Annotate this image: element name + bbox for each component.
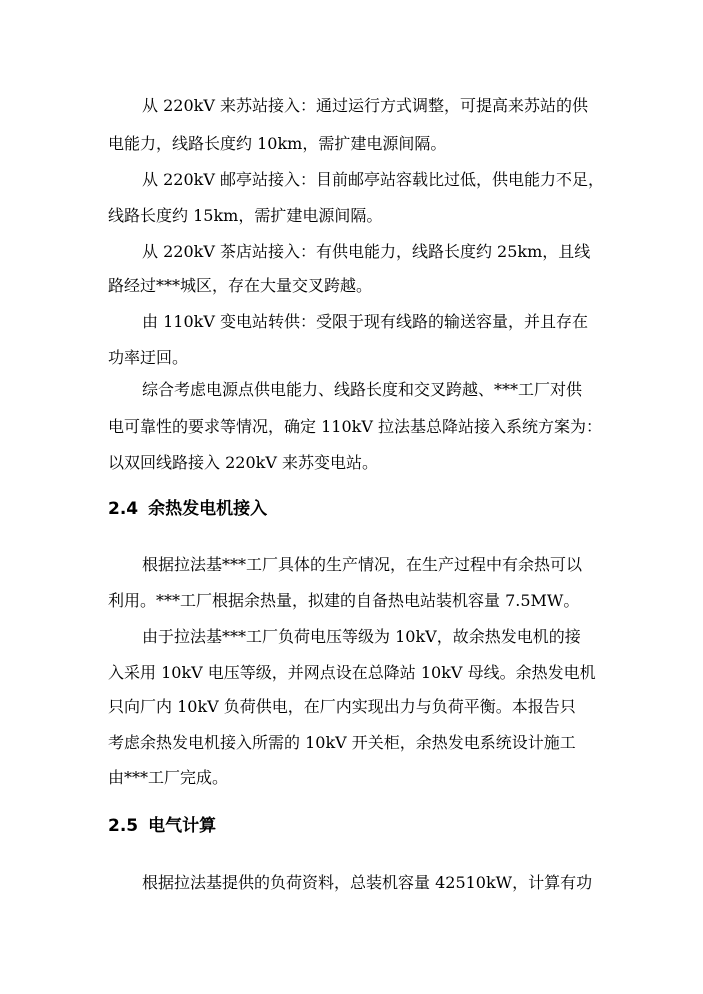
paragraph-connection-line1: 由于拉法基***工厂负荷电压等级为 10kV，故余热发电机的接 — [142, 627, 581, 646]
paragraph-chadian-line1: 从 220kV 茶店站接入：有供电能力，线路长度约 25km，且线 — [142, 242, 591, 261]
paragraph-chadian-line2: 路经过***城区，存在大量交叉跨越。 — [108, 276, 373, 295]
section-heading-2-4 — [108, 498, 267, 520]
paragraph-connection-line3: 只向厂内 10kV 负荷供电，在厂内实现出力与负荷平衡。本报告只 — [108, 697, 576, 716]
paragraph-summary-line2: 电可靠性的要求等情况，确定 110kV 拉法基总降站接入系统方案为： — [108, 417, 602, 436]
paragraph-connection-line2: 入采用 10kV 电压等级，并网点设在总降站 10kV 母线。余热发电机 — [108, 663, 596, 682]
paragraph-laisu-line2: 电能力，线路长度约 10km，需扩建电源间隔。 — [108, 134, 447, 153]
section-number: 2.4 — [108, 499, 139, 519]
paragraph-connection-line5: 由***工厂完成。 — [108, 768, 229, 787]
paragraph-youting-line1: 从 220kV 邮亭站接入：目前邮亭站容载比过低，供电能力不足， — [142, 170, 604, 189]
paragraph-youting-line2: 线路长度约 15km，需扩建电源间隔。 — [108, 206, 383, 225]
paragraph-connection-line4: 考虑余热发电机接入所需的 10kV 开关柜，余热发电系统设计施工 — [108, 733, 576, 752]
paragraph-110kv-line2: 功率迂回。 — [108, 348, 189, 367]
section-heading-2-5 — [108, 815, 216, 837]
paragraph-110kv-line1: 由 110kV 变电站转供：受限于现有线路的输送容量，并且存在 — [142, 312, 588, 331]
paragraph-summary-line3: 以双回线路接入 220kV 来苏变电站。 — [108, 453, 378, 472]
section-number: 2.5 — [108, 816, 139, 836]
section-title: 余热发电机接入 — [148, 499, 268, 519]
section-title: 电气计算 — [148, 816, 217, 836]
paragraph-waste-heat-line1: 根据拉法基***工厂具体的生产情况，在生产过程中有余热可以 — [142, 555, 583, 574]
paragraph-calculation-line1: 根据拉法基提供的负荷资料，总装机容量 42510kW，计算有功 — [142, 873, 593, 892]
paragraph-summary-line1: 综合考虑电源点供电能力、线路长度和交叉跨越、***工厂对供 — [142, 380, 583, 399]
paragraph-laisu-line1: 从 220kV 来苏站接入：通过运行方式调整，可提高来苏站的供 — [142, 96, 588, 115]
paragraph-waste-heat-line2: 利用。***工厂根据余热量，拟建的自备热电站装机容量 7.5MW。 — [108, 591, 580, 610]
